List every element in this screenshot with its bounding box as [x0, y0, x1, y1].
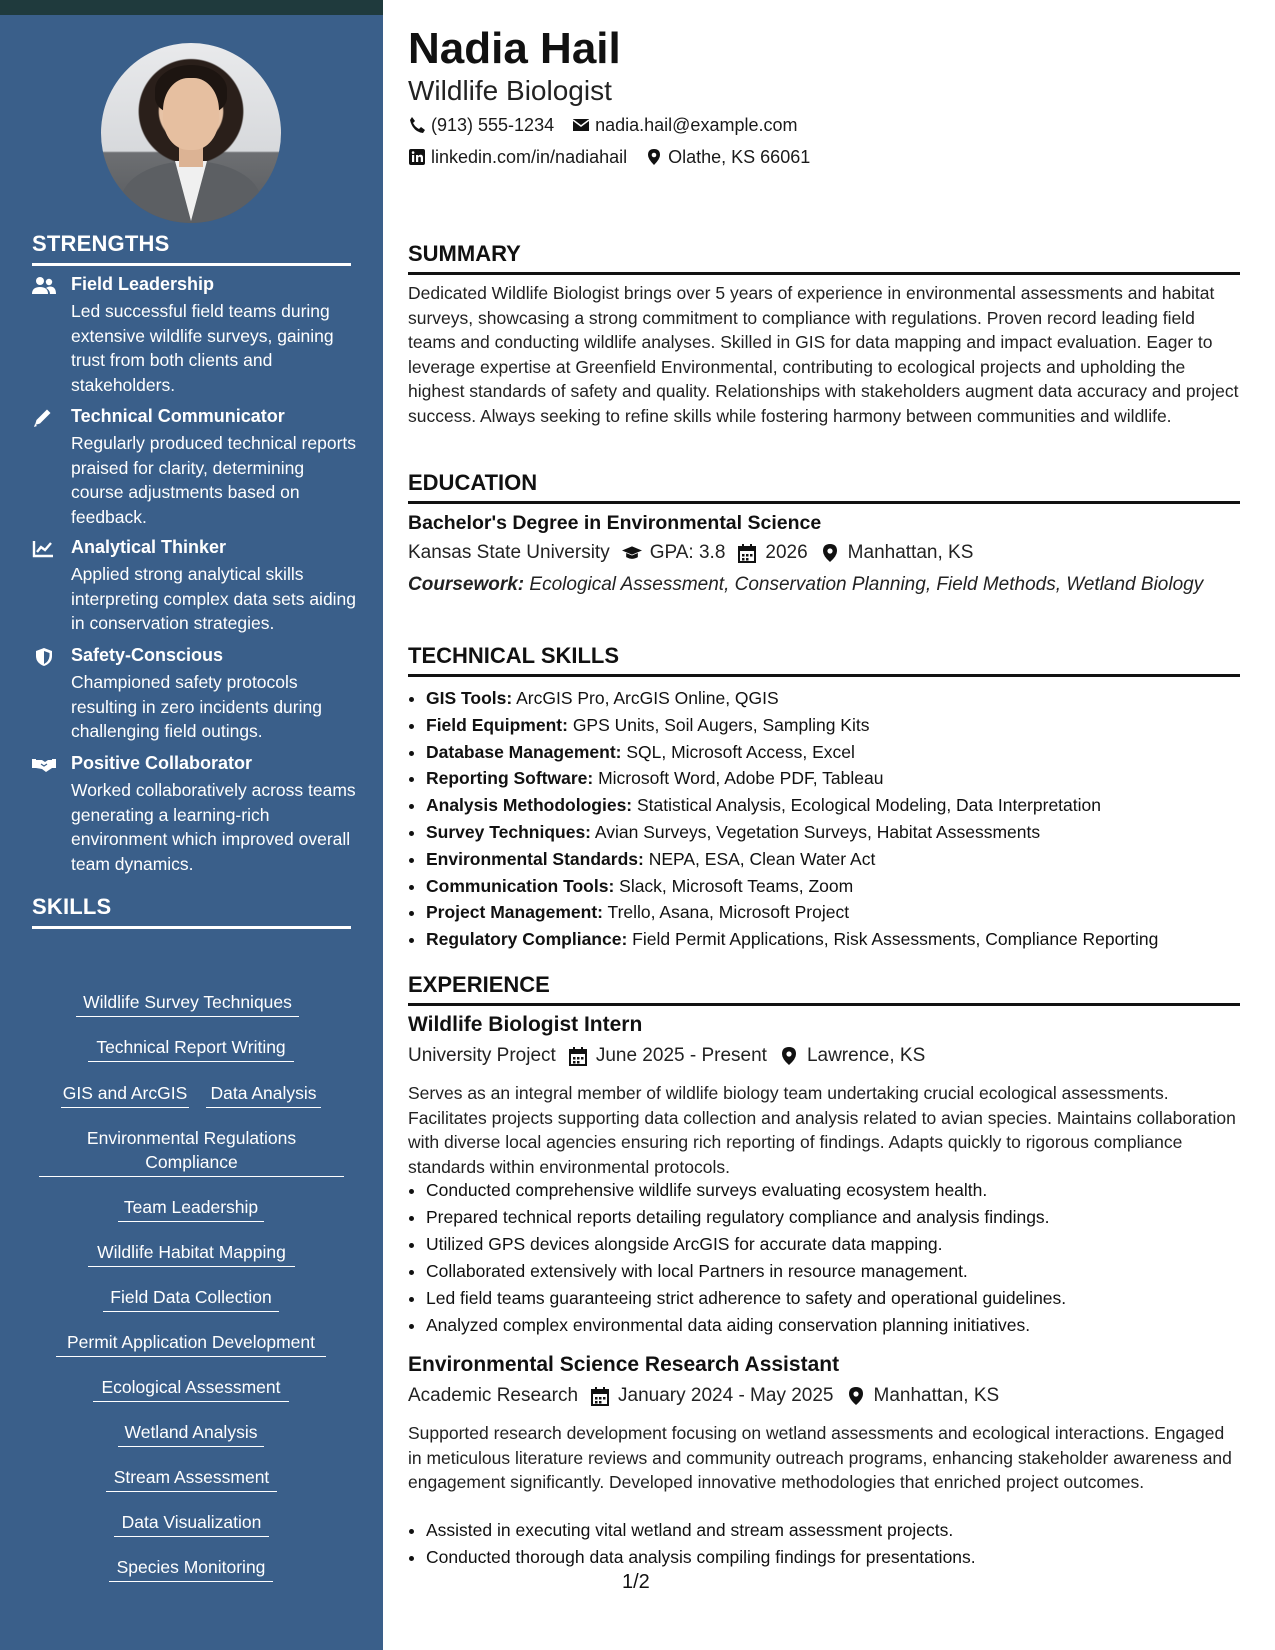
list-item: • GIS Tools: ArcGIS Pro, ArcGIS Online, QGIS — [426, 685, 1246, 712]
page-number: 1/2 — [622, 1571, 650, 1593]
users-icon — [32, 276, 56, 296]
list-item: • Field Equipment: GPS Units, Soil Augers, Sampling Kits — [426, 712, 1246, 739]
linkedin-icon — [408, 148, 426, 166]
strength-desc: Regularly produced technical reports praised for clarity, determining course adjustments based on feedback. — [71, 433, 357, 527]
strength-title: Analytical Thinker — [71, 537, 227, 557]
handshake-icon — [32, 755, 56, 775]
strength-title: Safety-Conscious — [71, 645, 224, 665]
skill-tag: Species Monitoring — [109, 1555, 273, 1582]
contact-row-2 — [408, 145, 810, 169]
skill-tag: Environmental Regulations Compliance — [39, 1126, 344, 1177]
map-pin-icon — [779, 1046, 799, 1066]
location-text: Olathe, KS 66061 — [668, 147, 811, 167]
job-meta — [408, 1043, 925, 1069]
list-item: • Assisted in executing vital wetland and stream assessment projects. — [426, 1517, 1246, 1544]
candidate-name: Nadia Hail — [408, 24, 621, 73]
strength-item — [32, 645, 352, 745]
list-item: • Collaborated extensively with local Partners in resource management. — [426, 1258, 1246, 1285]
list-item: • Led field teams guaranteeing strict adherence to safety and operational guidelines. — [426, 1285, 1246, 1312]
job-location: Manhattan, KS — [873, 1385, 1000, 1406]
skills-heading: SKILLS — [32, 894, 351, 929]
strength-desc: Led successful field teams during extensive wildlife surveys, gaining trust from both clients and stakeholders. — [71, 301, 334, 395]
school-location: Manhattan, KS — [847, 542, 974, 563]
coursework-list: Ecological Assessment, Conservation Planning, Field Methods, Wetland Biology — [524, 574, 1204, 595]
skill-tag: Permit Application Development — [56, 1330, 326, 1357]
list-item: • Conducted comprehensive wildlife surveys evaluating ecosystem health. — [426, 1177, 1246, 1204]
strength-title: Positive Collaborator — [71, 753, 253, 773]
list-item: • Prepared technical reports detailing regulatory compliance and analysis findings. — [426, 1204, 1246, 1231]
job-org: Academic Research — [408, 1385, 579, 1406]
experience-heading: EXPERIENCE — [408, 972, 1240, 1006]
envelope-icon — [572, 116, 590, 134]
strength-desc: Applied strong analytical skills interpreting complex data sets aiding in conservation strategies. — [71, 564, 357, 633]
education-heading: EDUCATION — [408, 470, 1240, 504]
phone-text[interactable]: (913) 555-1234 — [431, 115, 555, 135]
list-item: • Analysis Methodologies: Statistical Analysis, Ecological Modeling, Data Interpretation — [426, 792, 1246, 819]
shield-icon — [32, 647, 56, 667]
summary-text: Dedicated Wildlife Biologist brings over 5 years of experience in environmental assessments and habitat surveys, showcasing a strong commitment to compliance with regulations. Proven record leading field teams and conducting wildlife analyses. Skilled in GIS for data mapping and impact evaluation. Eager to leverage expertise at Greenfield Environmental, contributing to ecological projects and upholding the highest standards of safety and quality. Relationships with stakeholders augment data accuracy and project success. Always seeking to refine skills while fostering harmony between communities and wildlife. — [408, 283, 1239, 426]
skill-tag: Data Analysis — [206, 1081, 321, 1108]
job-bullets — [408, 1177, 1246, 1339]
contact-row-1 — [408, 113, 797, 137]
sidebar — [0, 15, 383, 1650]
school-name: Kansas State University — [408, 542, 610, 563]
skill-tag: Field Data Collection — [103, 1285, 279, 1312]
technical-skills-list — [408, 685, 1246, 953]
pencil-icon — [32, 408, 56, 428]
list-item: • Conducted thorough data analysis compiling findings for presentations. — [426, 1544, 1246, 1571]
phone-icon — [408, 116, 426, 134]
job-meta — [408, 1383, 999, 1409]
map-pin-icon — [820, 543, 840, 563]
list-item: • Regulatory Compliance: Field Permit Applications, Risk Assessments, Compliance Reporting — [426, 926, 1246, 953]
list-item: • Survey Techniques: Avian Surveys, Vegetation Surveys, Habitat Assessments — [426, 819, 1246, 846]
calendar-icon — [737, 543, 757, 563]
list-item: • Database Management: SQL, Microsoft Access, Excel — [426, 739, 1246, 766]
skill-tag: Stream Assessment — [106, 1465, 277, 1492]
strength-desc: Championed safety protocols resulting in zero incidents during challenging field outings. — [71, 672, 322, 741]
candidate-title: Wildlife Biologist — [408, 75, 612, 106]
job-title: Wildlife Biologist Intern — [408, 1013, 643, 1036]
job-org: University Project — [408, 1045, 556, 1066]
technical-skills-heading: TECHNICAL SKILLS — [408, 643, 1240, 677]
strength-item — [32, 406, 357, 527]
strength-item — [32, 753, 356, 874]
skill-tag: Team Leadership — [118, 1195, 264, 1222]
coursework — [408, 572, 1228, 597]
list-item: • Communication Tools: Slack, Microsoft Teams, Zoom — [426, 873, 1246, 900]
job-description: Serves as an integral member of wildlife biology team undertaking crucial ecological assessments. Facilitates projects supporting data collection and analysis related to avian species. Maintains collaboration with diverse local agencies ensuring rich reporting of findings. Adapts quickly to rigorous compliance standards within environmental protocols. — [408, 1083, 1236, 1177]
calendar-icon — [590, 1386, 610, 1406]
degree-title: Bachelor's Degree in Environmental Science — [408, 512, 822, 534]
job-bullets — [408, 1517, 1246, 1571]
strength-title: Field Leadership — [71, 274, 215, 294]
gpa-text: GPA: 3.8 — [649, 542, 726, 563]
summary-heading: SUMMARY — [408, 241, 1240, 275]
skill-tag: Wildlife Habitat Mapping — [88, 1240, 295, 1267]
skill-tag: Wildlife Survey Techniques — [76, 990, 299, 1017]
job-title: Environmental Science Research Assistant — [408, 1353, 840, 1376]
skill-tag: Technical Report Writing — [88, 1035, 294, 1062]
job-dates: January 2024 - May 2025 — [618, 1385, 834, 1406]
profile-photo — [101, 43, 281, 223]
list-item: • Utilized GPS devices alongside ArcGIS for accurate data mapping. — [426, 1231, 1246, 1258]
job-description: Supported research development focusing on wetland assessments and ecological interactions. Engaged in meticulous literature reviews and community outreach programs, enhancing stakeholder awareness and engagement significantly. Developed innovative methodologies that enriched project outcomes. — [408, 1423, 1232, 1492]
strength-item — [32, 537, 357, 637]
top-accent-bar — [0, 0, 383, 15]
strength-item — [32, 274, 352, 394]
chart-line-icon — [32, 539, 56, 559]
map-pin-icon — [846, 1386, 866, 1406]
education-meta — [408, 540, 973, 566]
list-item: • Analyzed complex environmental data aiding conservation planning initiatives. — [426, 1312, 1246, 1339]
job-location: Lawrence, KS — [806, 1045, 926, 1066]
calendar-icon — [568, 1046, 588, 1066]
skill-tag: Wetland Analysis — [118, 1420, 264, 1447]
skill-tag: GIS and ArcGIS — [61, 1081, 189, 1108]
skill-tag: Data Visualization — [114, 1510, 269, 1537]
list-item: • Reporting Software: Microsoft Word, Adobe PDF, Tableau — [426, 765, 1246, 792]
list-item: • Environmental Standards: NEPA, ESA, Clean Water Act — [426, 846, 1246, 873]
email-link[interactable]: nadia.hail@example.com — [595, 115, 798, 135]
map-pin-icon — [645, 148, 663, 166]
graduation-year: 2026 — [765, 542, 808, 563]
skill-tag: Ecological Assessment — [93, 1375, 289, 1402]
job-dates: June 2025 - Present — [595, 1045, 767, 1066]
coursework-label: Coursework: — [408, 574, 525, 595]
strengths-heading: STRENGTHS — [32, 231, 351, 266]
graduation-cap-icon — [622, 543, 642, 563]
strength-desc: Worked collaboratively across teams generating a learning-rich environment which improved overall team dynamics. — [71, 780, 356, 874]
linkedin-link[interactable]: linkedin.com/in/nadiahail — [431, 147, 628, 167]
strength-title: Technical Communicator — [71, 406, 285, 426]
list-item: • Project Management: Trello, Asana, Microsoft Project — [426, 899, 1246, 926]
